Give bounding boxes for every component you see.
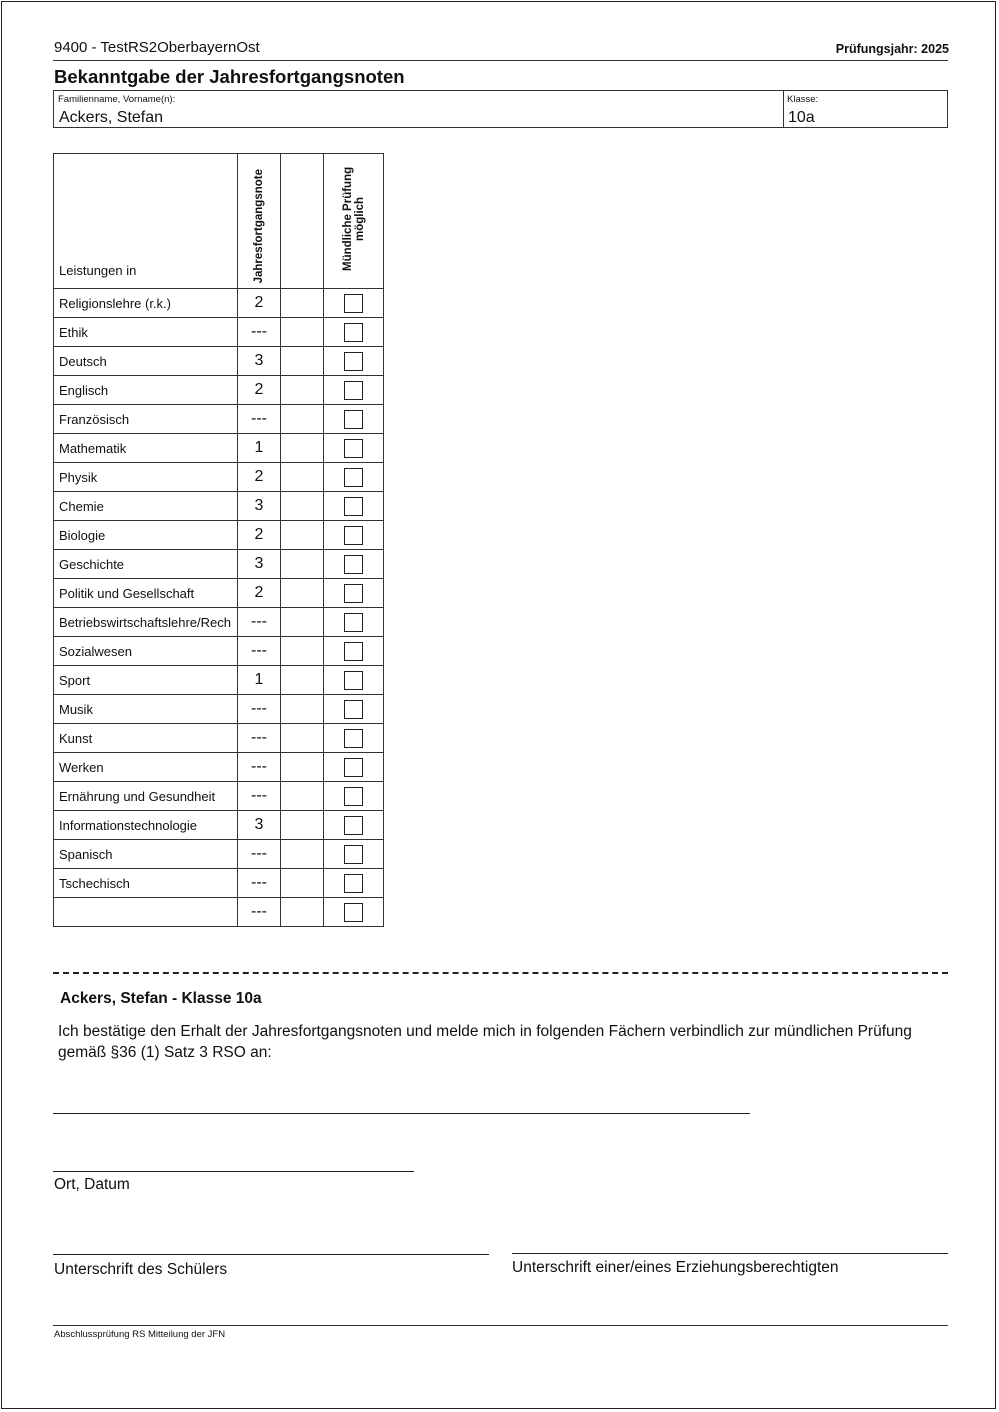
oral-exam-checkbox[interactable]	[344, 642, 363, 661]
subject-grade: ---	[238, 724, 281, 753]
empty-cell	[281, 347, 324, 376]
oral-exam-cell	[324, 811, 384, 840]
guardian-signature-label: Unterschrift einer/eines Erziehungsberechtigten	[512, 1259, 839, 1276]
oral-exam-cell	[324, 347, 384, 376]
empty-cell	[281, 521, 324, 550]
subject-grade: 1	[238, 434, 281, 463]
table-row	[54, 608, 384, 637]
empty-cell	[281, 840, 324, 869]
oral-exam-cell	[324, 405, 384, 434]
oral-exam-cell	[324, 695, 384, 724]
subject-grade: 3	[238, 492, 281, 521]
oral-exam-cell	[324, 463, 384, 492]
oral-exam-cell	[324, 376, 384, 405]
oral-exam-cell	[324, 521, 384, 550]
table-row	[54, 521, 384, 550]
footer-rule	[53, 1325, 948, 1326]
table-row	[54, 724, 384, 753]
empty-cell	[281, 666, 324, 695]
oral-exam-cell	[324, 637, 384, 666]
table-row	[54, 695, 384, 724]
subject-grade: 3	[238, 811, 281, 840]
table-row	[54, 376, 384, 405]
empty-cell	[281, 811, 324, 840]
exam-year: Prüfungsjahr: 2025	[835, 42, 949, 56]
empty-cell	[281, 724, 324, 753]
oral-exam-checkbox[interactable]	[344, 584, 363, 603]
subject-grade: ---	[238, 695, 281, 724]
oral-exam-checkbox[interactable]	[344, 903, 363, 922]
subject-name: Physik	[54, 463, 238, 492]
table-row	[54, 869, 384, 898]
subject-name: Betriebswirtschaftslehre/Rech	[54, 608, 238, 637]
oral-exam-cell	[324, 840, 384, 869]
subject-name: Politik und Gesellschaft	[54, 579, 238, 608]
subject-name: Chemie	[54, 492, 238, 521]
table-row	[54, 579, 384, 608]
student-signature-label: Unterschrift des Schülers	[54, 1261, 228, 1278]
subject-name: Ernährung und Gesundheit	[54, 782, 238, 811]
ack-text: Ich bestätige den Erhalt der Jahresfortgangsnoten und melde mich in folgenden Fächern verbindlich zur mündlichen Prüfung gemäß §36 (1) Satz 3 RSO an:	[58, 1023, 912, 1061]
empty-cell	[281, 782, 324, 811]
oral-exam-checkbox[interactable]	[344, 845, 363, 864]
class-label: Klasse:	[787, 94, 819, 105]
subject-grade: 1	[238, 666, 281, 695]
subject-grade: 2	[238, 463, 281, 492]
table-row	[54, 347, 384, 376]
subject-grade: ---	[238, 637, 281, 666]
header-oral	[324, 154, 384, 289]
subject-name: Tschechisch	[54, 869, 238, 898]
oral-exam-checkbox[interactable]	[344, 497, 363, 516]
subject-name: Deutsch	[54, 347, 238, 376]
empty-cell	[281, 869, 324, 898]
oral-exam-checkbox[interactable]	[344, 874, 363, 893]
table-row	[54, 898, 384, 927]
empty-cell	[281, 405, 324, 434]
header-empty	[281, 154, 324, 289]
place-date-line[interactable]	[53, 1171, 414, 1172]
table-row	[54, 434, 384, 463]
empty-cell	[281, 637, 324, 666]
oral-exam-cell	[324, 782, 384, 811]
oral-exam-checkbox[interactable]	[344, 294, 363, 313]
table-row	[54, 318, 384, 347]
oral-exam-checkbox[interactable]	[344, 671, 363, 690]
subject-grade: ---	[238, 782, 281, 811]
table-header-row	[54, 154, 384, 289]
oral-exam-checkbox[interactable]	[344, 787, 363, 806]
empty-cell	[281, 608, 324, 637]
table-row	[54, 405, 384, 434]
subject-name: Spanisch	[54, 840, 238, 869]
subject-grade: ---	[238, 608, 281, 637]
subject-name: Sozialwesen	[54, 637, 238, 666]
oral-exam-cell	[324, 869, 384, 898]
subject-name	[54, 898, 238, 927]
table-row	[54, 550, 384, 579]
empty-cell	[281, 318, 324, 347]
school-name: 9400 - TestRS2OberbayernOst	[54, 39, 260, 56]
oral-exam-cell	[324, 550, 384, 579]
oral-exam-checkbox[interactable]	[344, 410, 363, 429]
empty-cell	[281, 376, 324, 405]
subject-grade: ---	[238, 840, 281, 869]
oral-exam-cell	[324, 492, 384, 521]
student-signature-line[interactable]	[53, 1254, 489, 1255]
subject-name: Geschichte	[54, 550, 238, 579]
oral-exam-checkbox[interactable]	[344, 555, 363, 574]
subjects-write-line[interactable]	[53, 1113, 750, 1114]
class-cell	[783, 91, 947, 127]
table-row	[54, 637, 384, 666]
subject-grade: ---	[238, 405, 281, 434]
oral-exam-checkbox[interactable]	[344, 613, 363, 632]
table-row	[54, 753, 384, 782]
document-title: Bekanntgabe der Jahresfortgangsnoten	[54, 66, 405, 87]
oral-exam-cell	[324, 289, 384, 318]
subject-grade: 2	[238, 521, 281, 550]
subject-grade: 3	[238, 347, 281, 376]
oral-exam-checkbox[interactable]	[344, 468, 363, 487]
ack-student-class: Ackers, Stefan - Klasse 10a	[60, 990, 262, 1007]
oral-exam-cell	[324, 753, 384, 782]
student-class: 10a	[788, 109, 815, 126]
oral-exam-checkbox[interactable]	[344, 526, 363, 545]
table-row	[54, 840, 384, 869]
empty-cell	[281, 695, 324, 724]
place-date-label: Ort, Datum	[54, 1176, 130, 1193]
oral-exam-cell	[324, 318, 384, 347]
cut-line	[53, 972, 948, 974]
empty-cell	[281, 434, 324, 463]
empty-cell	[281, 753, 324, 782]
student-info-box	[53, 90, 948, 128]
footer-text: Abschlussprüfung RS Mitteilung der JFN	[54, 1329, 226, 1340]
subject-name: Ethik	[54, 318, 238, 347]
subject-name: Werken	[54, 753, 238, 782]
oral-exam-checkbox[interactable]	[344, 439, 363, 458]
oral-exam-checkbox[interactable]	[344, 758, 363, 777]
oral-exam-cell	[324, 579, 384, 608]
student-name: Ackers, Stefan	[59, 109, 164, 126]
empty-cell	[281, 550, 324, 579]
subject-grade: ---	[238, 898, 281, 927]
table-row	[54, 463, 384, 492]
header-oral-label: Mündliche Prüfung möglich	[341, 166, 366, 271]
subject-grade: 2	[238, 376, 281, 405]
table-row	[54, 811, 384, 840]
oral-exam-checkbox[interactable]	[344, 352, 363, 371]
subject-grade: ---	[238, 753, 281, 782]
subject-name: Sport	[54, 666, 238, 695]
empty-cell	[281, 289, 324, 318]
subject-grade: ---	[238, 318, 281, 347]
oral-exam-checkbox[interactable]	[344, 323, 363, 342]
subject-name: Mathematik	[54, 434, 238, 463]
name-cell	[54, 91, 784, 127]
table-row	[54, 782, 384, 811]
oral-exam-checkbox[interactable]	[344, 381, 363, 400]
empty-cell	[281, 898, 324, 927]
subject-name: Englisch	[54, 376, 238, 405]
subject-name: Biologie	[54, 521, 238, 550]
oral-exam-cell	[324, 898, 384, 927]
name-label: Familienname, Vorname(n):	[58, 94, 176, 105]
table-row	[54, 289, 384, 318]
grades-table	[53, 153, 384, 927]
subject-grade: 3	[238, 550, 281, 579]
subject-name: Kunst	[54, 724, 238, 753]
oral-exam-checkbox[interactable]	[344, 729, 363, 748]
oral-exam-cell	[324, 608, 384, 637]
subject-name: Religionslehre (r.k.)	[54, 289, 238, 318]
subject-name: Musik	[54, 695, 238, 724]
header-grade-label: Jahresfortgangsnote	[253, 168, 265, 283]
oral-exam-cell	[324, 434, 384, 463]
empty-cell	[281, 463, 324, 492]
subject-grade: 2	[238, 289, 281, 318]
header-subject: Leistungen in	[54, 154, 238, 289]
table-row	[54, 492, 384, 521]
empty-cell	[281, 579, 324, 608]
subject-grade: 2	[238, 579, 281, 608]
subject-grade: ---	[238, 869, 281, 898]
oral-exam-cell	[324, 724, 384, 753]
header-rule	[53, 60, 948, 61]
header-grade	[238, 154, 281, 289]
oral-exam-checkbox[interactable]	[344, 700, 363, 719]
subject-name: Französisch	[54, 405, 238, 434]
guardian-signature-line[interactable]	[512, 1253, 948, 1254]
table-row	[54, 666, 384, 695]
subject-name: Informationstechnologie	[54, 811, 238, 840]
oral-exam-checkbox[interactable]	[344, 816, 363, 835]
empty-cell	[281, 492, 324, 521]
oral-exam-cell	[324, 666, 384, 695]
